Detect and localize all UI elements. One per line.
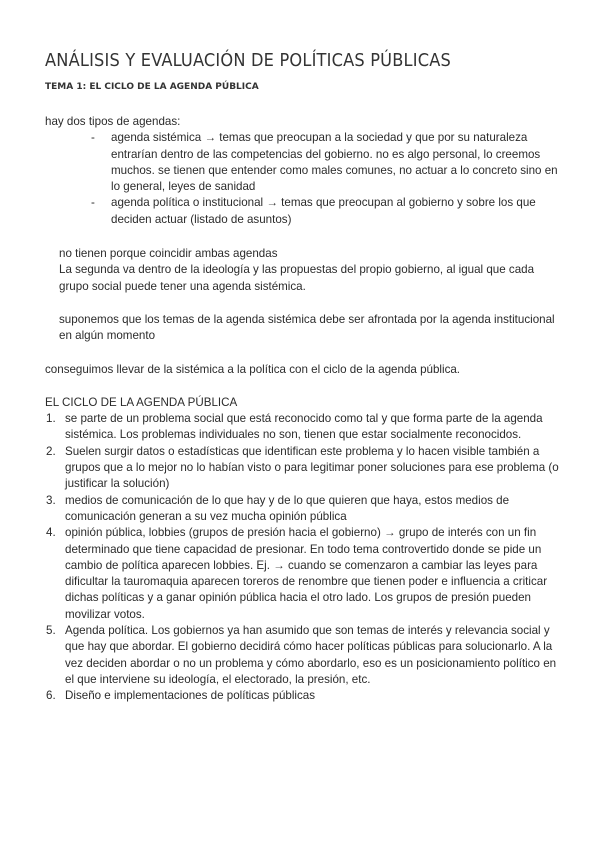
note-paragraph: conseguimos llevar de la sistémica a la política con el ciclo de la agenda pública. [45, 362, 461, 376]
intro-text: hay dos tipos de agendas: [45, 115, 181, 128]
list-item: se parte de un problema social que está reconocido como tal y que forma parte de la agenda sistémica. Los problemas individuales no son, tienen que estar socialmente reconocidos. [65, 412, 543, 442]
note-paragraph: La segunda va dentro de la ideología y las propuestas del propio gobierno, al igual que cada grupo social puede tener una agenda sistémica. [59, 263, 535, 293]
list-item: - agenda política o institucional → temas que preocupan al gobierno y sobre los que deciden actuar (listado de asuntos) [91, 195, 565, 228]
list-item: Suelen surgir datos o estadísticas que identifican este problema y lo hacen visible también a grupos que a lo mejor no lo habían visto o para legitimar poner soluciones para ese problema (o justificar la solución) [65, 444, 559, 491]
list-item: - agenda sistémica → temas que preocupan a la sociedad y que por su naturaleza entrarían dentro de las competencias del gobierno. no es algo personal, lo creemos muchos. se tienen que entender como males comunes, no actuar a lo concreto sino en lo general, leyes de sanidad [91, 130, 565, 195]
note-paragraph: no tienen porque coincidir ambas agendas [59, 247, 278, 261]
agenda-types-list [45, 130, 565, 228]
section-heading: EL CICLO DE LA AGENDA PÚBLICA [45, 395, 238, 409]
list-item: Diseño e implementaciones de políticas públicas [65, 689, 316, 703]
document-title: ANÁLISIS Y EVALUACIÓN DE POLÍTICAS PÚBLICAS [45, 50, 452, 71]
list-item: medios de comunicación de lo que hay y de lo que quieren que haya, estos medios de comunicación generan a su vez mucha opinión pública [65, 493, 510, 523]
document-subtitle: TEMA 1: EL CICLO DE LA AGENDA PÚBLICA [45, 82, 259, 92]
list-item: opinión pública, lobbies (grupos de presión hacia el gobierno) → grupo de interés con un fin determinado que tiene capacidad de presionar. En todo tema controvertido donde se pide un cambio de política aparecen lobbies. Ej. → cuando se comenzaron a cambiar las leyes para dificultar la tauromaquia aparecen toreros de renombre que tienen poder e influencia a criticar dichas políticas y a ganar opinión pública hacia el otro lado. Los grupos de presión pueden movilizar votos. [65, 526, 548, 621]
note-paragraph: suponemos que los temas de la agenda sistémica debe ser afrontada por la agenda institucional en algún momento [59, 312, 555, 343]
cycle-steps-list [45, 411, 565, 704]
notes-block [45, 246, 565, 344]
list-item: Agenda política. Los gobiernos ya han asumido que son temas de interés y relevancia social y que hay que abordar. El gobierno decidirá cómo hacer políticas públicas para solucionarlo. A la vez deciden abordar o no un problema y cómo abordarlo, eso es un posicionamiento político en el que interviene su ideología, el electorado, la presión, etc. [65, 624, 557, 686]
document-body [45, 114, 565, 705]
